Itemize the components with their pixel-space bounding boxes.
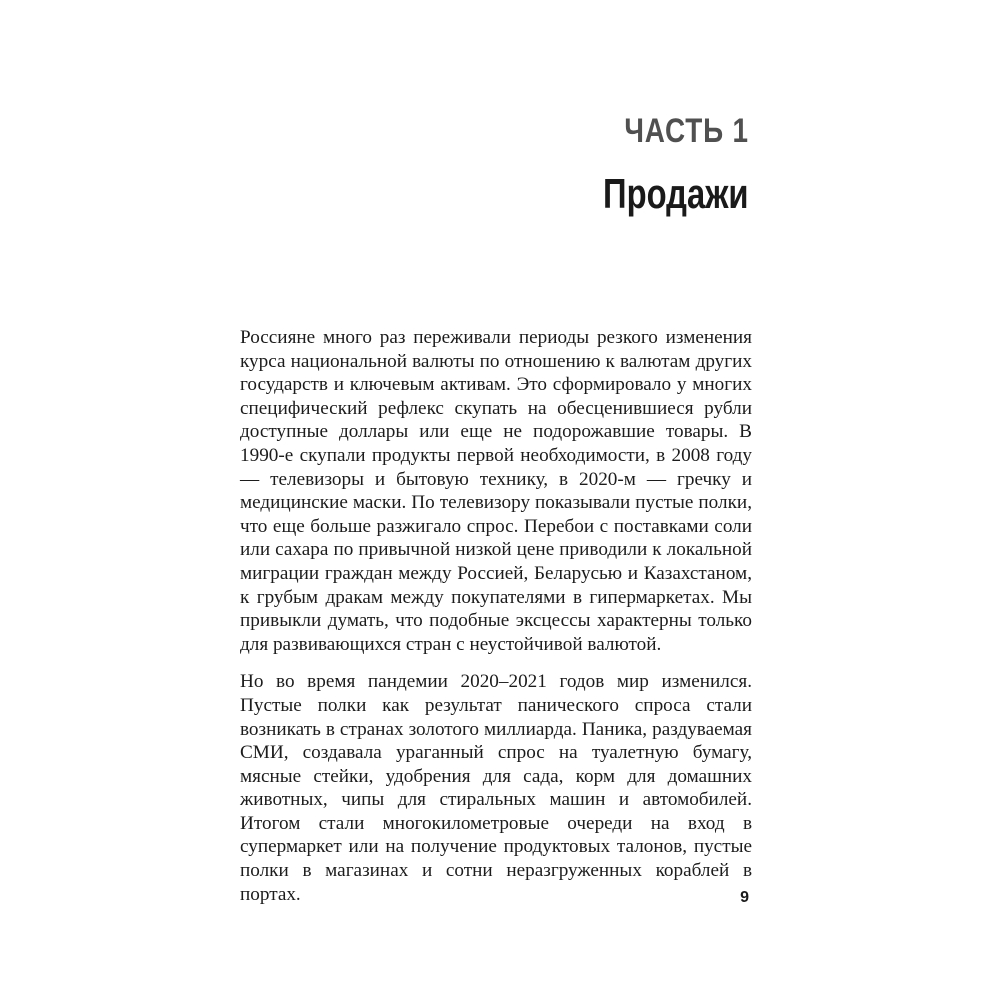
paragraph-2: Но во время пандемии 2020–2021 годов мир изменился. Пустые полки как результат панического спроса стали возникать в странах золотого миллиарда. Паника, раздуваемая СМИ, создавала ураганный спрос на туалетную бумагу, мясные стейки, удобрения для сада, корм для домашних животных, чипы для стиральных машин и автомобилей. Итогом стали многокилометровые очереди на вход в супермаркет или на получение продуктовых талонов, пустые полки в магазинах и сотни неразгруженных кораблей в портах. (240, 671, 752, 905)
page-number: 9 (740, 889, 749, 906)
part-title-heading: Продажи (603, 170, 749, 217)
part-number-heading: ЧАСТЬ 1 (624, 112, 749, 150)
body-text (240, 326, 752, 906)
paragraph-1: Россияне много раз переживали периоды резкого изменения курса национальной валюты по отношению к валютам других государств и ключевым активам. Это сформировало у многих специфический рефлекс скупать на обесценившиеся рубли доступные доллары или еще не подорожавшие товары. В 1990-е скупали продукты первой необходимости, в 2008 году — телевизоры и бытовую технику, в 2020-м — гречку и медицинские маски. По телевизору показывали пустые полки, что еще больше разжигало спрос. Перебои с поставками соли или сахара по привычной низкой цене приводили к локальной миграции граждан между Россией, Беларусью и Казахстаном, к грубым дракам между покупателями в гипермаркетах. Мы привыкли думать, что подобные эксцессы характерны только для развивающихся стран с неустойчивой валютой. (240, 327, 752, 655)
